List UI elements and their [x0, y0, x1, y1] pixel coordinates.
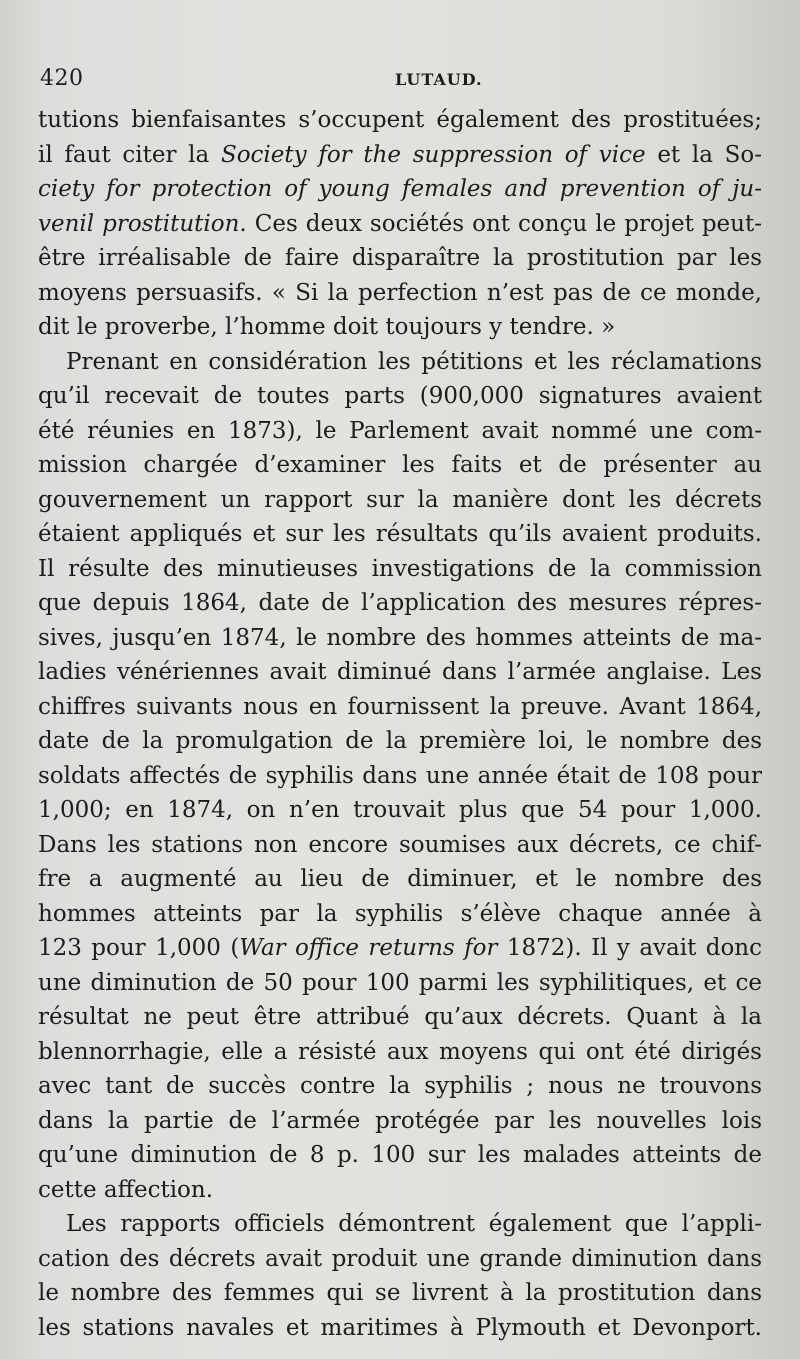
text-line: date de la promulgation de la première loi, le nombre des	[38, 728, 762, 754]
page-header	[40, 66, 740, 100]
text-line: soldats affectés de syphilis dans une année était de 108 pour	[38, 762, 762, 789]
text-line: dans la partie de l’armée protégée par les nouvelles lois	[38, 1107, 762, 1134]
text-line: été réunies en 1873), le Parlement avait nommé une com-	[38, 417, 762, 444]
text-line: dit le proverbe, l’homme doit toujours y tendre. »	[38, 314, 616, 340]
paragraph-start: Les rapports officiels démontrent également que l’appli-	[66, 1211, 762, 1237]
text-line: mission chargée d’examiner les faits et de présenter au	[38, 452, 762, 478]
text-line: gouvernement un rapport sur la manière dont les décrets	[38, 486, 762, 513]
text-line: cation des décrets avait produit une grande diminution dans	[38, 1245, 762, 1272]
text-line: avec tant de succès contre la syphilis ; nous ne trouvons	[38, 1073, 762, 1099]
text-line: le nombre des femmes qui se livrent à la prostitution dans	[38, 1280, 762, 1306]
running-head: LUTAUD.	[395, 70, 483, 89]
text-line: moyens persuasifs. « Si la perfection n’est pas de ce monde,	[38, 279, 762, 306]
text-line: Dans les stations non encore soumises aux décrets, ce chif-	[38, 831, 762, 858]
text-line: être irréalisable de faire disparaître la prostitution par les	[38, 245, 762, 271]
italic-title: ciety for protection of young females and prevention of ju-	[38, 176, 762, 202]
text-line	[38, 172, 762, 207]
text-line: cette affection.	[38, 1176, 214, 1203]
paragraph-start: Prenant en considération les pétitions et les réclamations	[66, 348, 762, 375]
text-line: 1,000; en 1874, on n’en trouvait plus que 54 pour 1,000.	[38, 797, 762, 823]
text-line: sives, jusqu’en 1874, le nombre des hommes atteints de ma-	[38, 624, 762, 651]
italic-title: venil prostitution.	[38, 210, 247, 237]
text-line: que depuis 1864, date de l’application des mesures répres-	[38, 590, 762, 616]
italic-citation: War office returns for	[239, 935, 498, 961]
page-number: 420	[40, 66, 84, 91]
text-line: 123 pour 1,000 (War office returns for 1872). Il y avait donc	[38, 935, 762, 961]
text-line: blennorrhagie, elle a résisté aux moyens qui ont été dirigés	[38, 1038, 762, 1065]
text-line: qu’il recevait de toutes parts (900,000 signatures avaient	[38, 383, 762, 409]
italic-title: Society for the suppression of vice	[220, 141, 646, 168]
text-line: Il résulte des minutieuses investigations de la commission	[38, 555, 762, 582]
text-line: tutions bienfaisantes s’occupent également des prostituées;	[38, 107, 762, 133]
text-line: hommes atteints par la syphilis s’élève chaque année à	[38, 900, 762, 927]
text-line: étaient appliqués et sur les résultats qu’ils avaient produits.	[38, 521, 762, 547]
text-line: résultat ne peut être attribué qu’aux décrets. Quant à la	[38, 1004, 762, 1030]
text-line: il faut citer la Society for the suppression of vice et la So-	[38, 141, 763, 168]
text-line: chiffres suivants nous en fournissent la preuve. Avant 1864,	[38, 693, 762, 720]
body-text	[38, 103, 762, 1345]
text-line: une diminution de 50 pour 100 parmi les syphilitiques, et ce	[38, 969, 762, 996]
text-line: venil prostitution. Ces deux sociétés ont conçu le projet peut-	[38, 210, 762, 237]
text-line: les stations navales et maritimes à Plymouth et Devonport.	[38, 1314, 762, 1341]
text-line: fre a augmenté au lieu de diminuer, et le nombre des	[38, 866, 762, 892]
text-line: qu’une diminution de 8 p. 100 sur les malades atteints de	[38, 1142, 762, 1168]
text-line: ladies vénériennes avait diminué dans l’armée anglaise. Les	[38, 659, 762, 685]
